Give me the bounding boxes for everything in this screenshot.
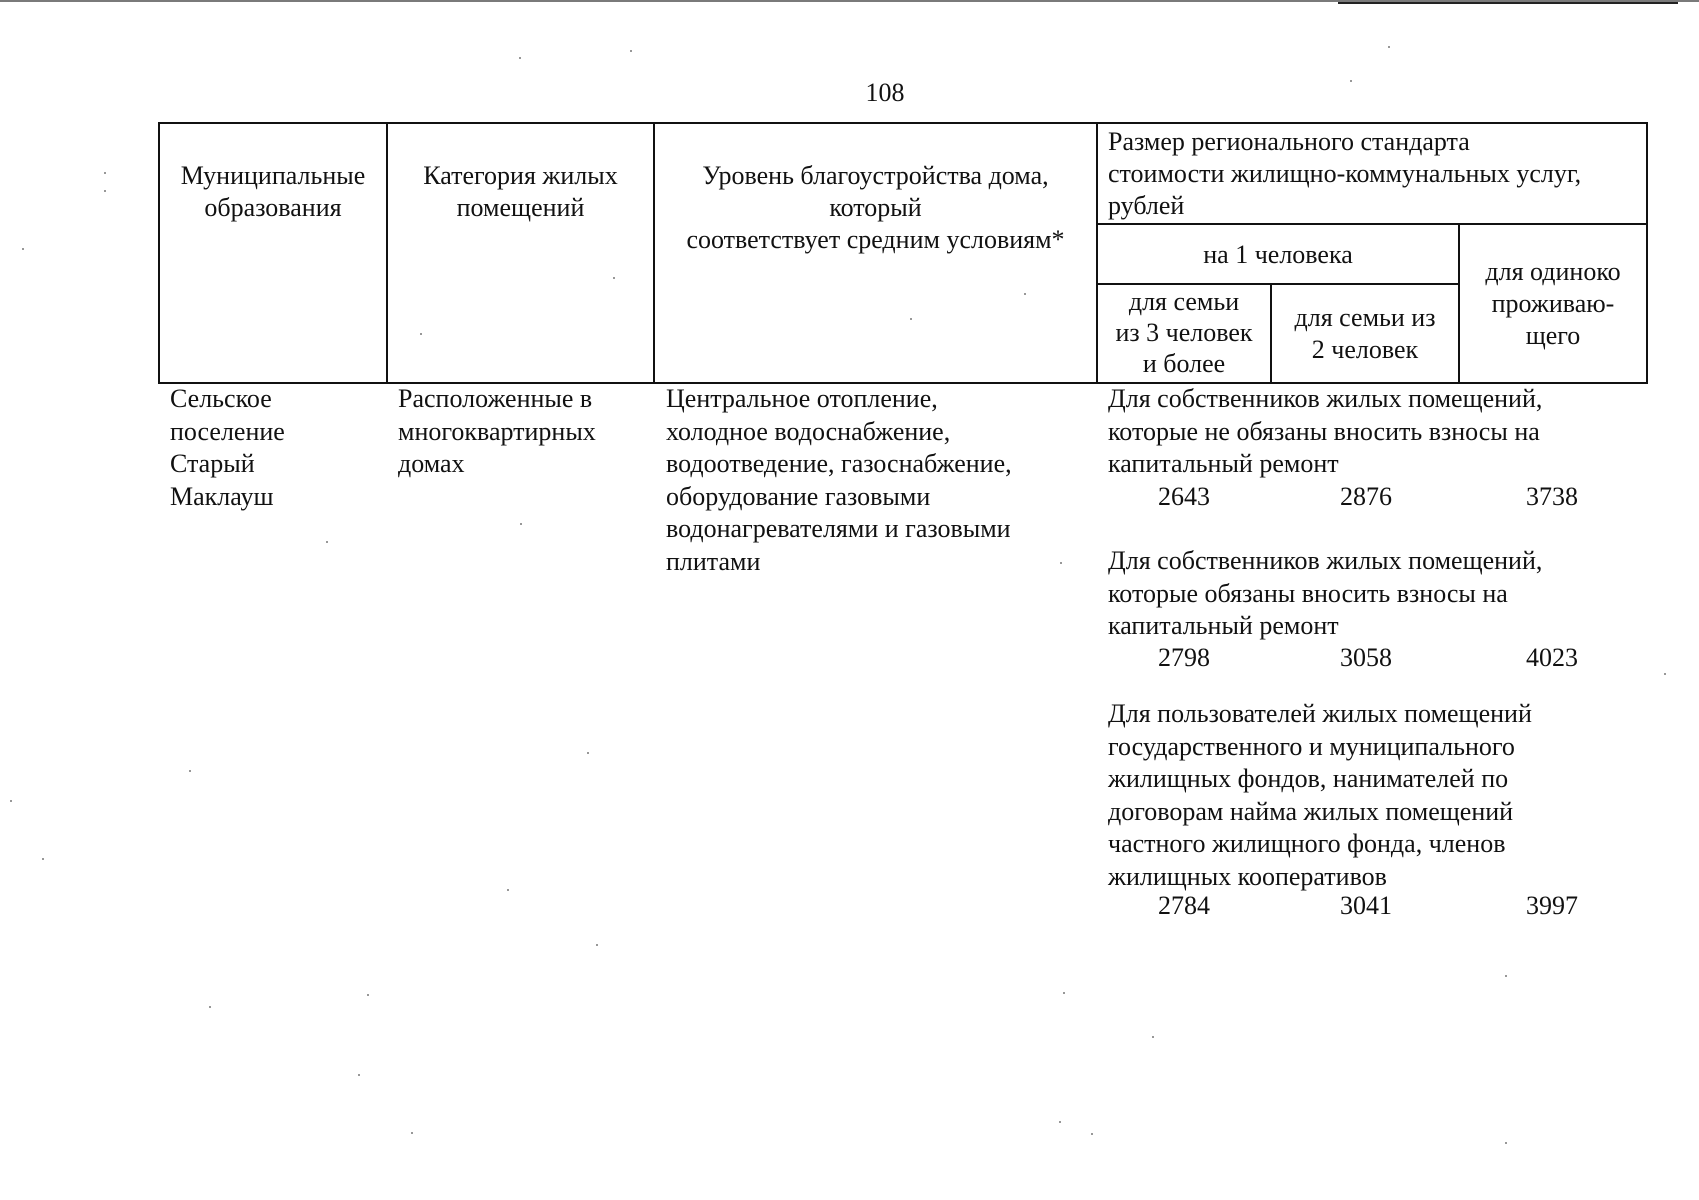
scan-speck bbox=[1505, 975, 1507, 977]
scan-speck bbox=[1350, 80, 1352, 82]
scan-speck bbox=[22, 248, 24, 250]
scan-speck bbox=[910, 318, 912, 320]
top-border-line-right bbox=[1338, 2, 1678, 4]
municipality-name: Сельское поселение Старый Маклауш bbox=[170, 384, 285, 511]
group-1-description: Для собственников жилых помещений, которые не обязаны вносить взносы на капитальный ремонт bbox=[1108, 384, 1543, 478]
group-3-single-value: 3997 bbox=[1526, 891, 1578, 920]
scan-speck bbox=[596, 944, 598, 946]
improvement-level: Центральное отопление, холодное водоснабжение, водоотведение, газоснабжение, оборудование газовыми водонагревателями и газовыми плитами bbox=[666, 384, 1012, 576]
per-person-divider bbox=[1096, 283, 1460, 285]
scan-speck bbox=[367, 994, 369, 996]
header-regional-standard: Размер регионального стандарта стоимости жилищно-коммунальных услуг, рублей bbox=[1108, 127, 1582, 220]
scan-speck bbox=[1664, 673, 1666, 675]
group-3-family2-value: 3041 bbox=[1340, 891, 1392, 920]
table-border-right bbox=[1646, 122, 1648, 384]
scan-speck bbox=[1388, 46, 1390, 48]
scan-speck bbox=[1060, 562, 1062, 564]
scan-speck bbox=[519, 57, 521, 59]
page-number: 108 bbox=[865, 78, 905, 107]
scan-speck bbox=[630, 50, 632, 52]
standard-header-divider bbox=[1096, 223, 1648, 225]
scan-speck bbox=[1063, 992, 1065, 994]
table-border-top bbox=[158, 122, 1648, 124]
scan-speck bbox=[1024, 293, 1026, 295]
group-1-family3-value: 2643 bbox=[1158, 482, 1210, 511]
scan-speck bbox=[587, 752, 589, 754]
scan-speck bbox=[1091, 1133, 1093, 1135]
scan-speck bbox=[209, 1006, 211, 1008]
housing-category: Расположенные в многоквартирных домах bbox=[398, 384, 596, 478]
header-municipal: Муниципальные образования bbox=[180, 161, 366, 222]
scan-speck bbox=[520, 523, 522, 525]
header-single: для одиноко проживаю- щего bbox=[1485, 257, 1621, 350]
group-3-family3-value: 2784 bbox=[1158, 891, 1210, 920]
group-2-family3-value: 2798 bbox=[1158, 643, 1210, 672]
scan-speck bbox=[1152, 1036, 1154, 1038]
group-2-single-value: 4023 bbox=[1526, 643, 1578, 672]
scan-speck bbox=[358, 1074, 360, 1076]
scan-speck bbox=[10, 800, 12, 802]
header-per-person: на 1 человека bbox=[1203, 240, 1353, 269]
scan-speck bbox=[1505, 1142, 1507, 1144]
scan-speck bbox=[420, 333, 422, 335]
group-3-description: Для пользователей жилых помещений государственного и муниципального жилищных фондов, нанимателей по договорам найма жилых помещений частного жилищного фонда, членов жилищных кооперативов bbox=[1108, 699, 1532, 891]
header-family-2: для семьи из 2 человек bbox=[1294, 303, 1436, 364]
group-2-family2-value: 3058 bbox=[1340, 643, 1392, 672]
header-improvement-level: Уровень благоустройства дома, который соответствует средним условиям* bbox=[686, 161, 1065, 254]
group-1-single-value: 3738 bbox=[1526, 482, 1578, 511]
scan-speck bbox=[507, 889, 509, 891]
header-family-3: для семьи из 3 человек и более bbox=[1115, 287, 1253, 378]
scan-speck bbox=[42, 858, 44, 860]
scan-speck bbox=[104, 172, 106, 174]
group-1-family2-value: 2876 bbox=[1340, 482, 1392, 511]
scan-speck bbox=[1059, 1121, 1061, 1123]
scan-speck bbox=[189, 770, 191, 772]
scan-speck bbox=[411, 1132, 413, 1134]
scan-speck bbox=[326, 541, 328, 543]
scan-speck bbox=[104, 190, 106, 192]
group-2-description: Для собственников жилых помещений, которые обязаны вносить взносы на капитальный ремонт bbox=[1108, 546, 1543, 640]
header-category: Категория жилых помещений bbox=[423, 161, 618, 222]
scan-speck bbox=[613, 277, 615, 279]
